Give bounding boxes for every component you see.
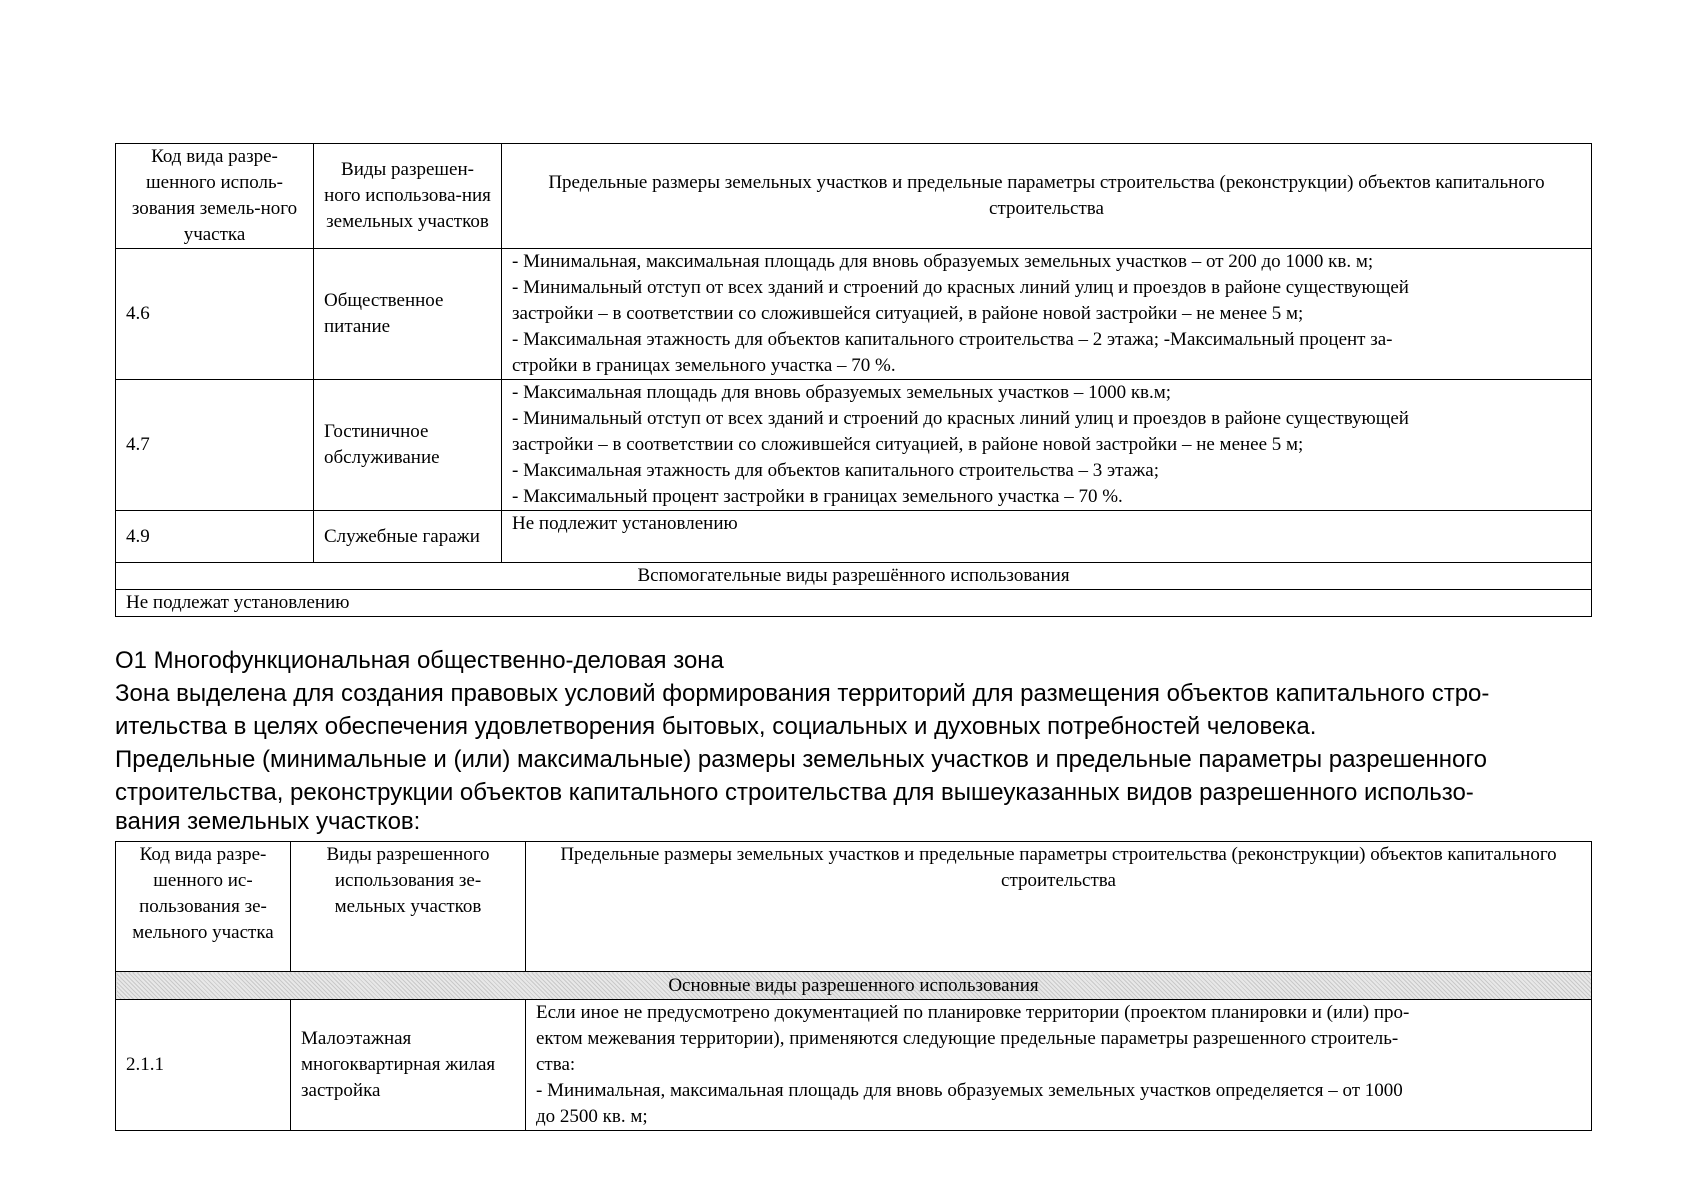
row-kind: Общественное питание (314, 249, 502, 380)
section-line: Предельные (минимальные и (или) максимальные) размеры земельных участков и предельные параметры разрешенного (115, 746, 1487, 773)
row-parameters (502, 380, 1592, 511)
zone-parameters-table (115, 143, 1592, 617)
param-line: ектом межевания территории), применяются следующие предельные параметры разрешенного строитель- (536, 1028, 1399, 1049)
row-kind: Служебные гаражи (314, 511, 502, 563)
row-parameters (502, 511, 1592, 563)
row-parameters (502, 249, 1592, 380)
aux-title-row (116, 563, 1592, 590)
aux-title: Вспомогательные виды разрешённого использования (116, 563, 1592, 590)
section-line: вания земельных участков: (115, 808, 421, 835)
zone-description (115, 644, 1595, 835)
header-parameters: Предельные размеры земельных участков и предельные параметры строительства (реконструкции) объектов капитального строительства (502, 144, 1592, 249)
main-title-row (116, 972, 1592, 1000)
aux-value: Не подлежат установлению (116, 590, 1592, 617)
param-line: стройки в границах земельного участка – 70 %. (512, 355, 896, 376)
table-row (116, 249, 1592, 380)
header-code: Код вида разре-шенного исполь-зования земель-ного участка (116, 144, 314, 249)
param-line: - Максимальная площадь для вновь образуемых земельных участков – 1000 кв.м; (512, 382, 1172, 403)
row-kind: Малоэтажная многоквартирная жилая застройка (291, 1000, 526, 1131)
table-header-row (116, 842, 1592, 972)
table-row (116, 380, 1592, 511)
param-line: - Минимальный отступ от всех зданий и строений до красных линий улиц и проездов в районе существующей (512, 277, 1409, 298)
param-line: - Минимальный отступ от всех зданий и строений до красных линий улиц и проездов в районе существующей (512, 408, 1409, 429)
param-line: ства: (536, 1054, 576, 1075)
param-line: застройки – в соответствии со сложившейся ситуацией, в районе новой застройки – не менее 5 м; (512, 303, 1304, 324)
section-line: строительства, реконструкции объектов капитального строительства для вышеуказанных видов разрешенного использо- (115, 779, 1474, 806)
param-line: Не подлежит установлению (512, 513, 738, 534)
param-line: застройки – в соответствии со сложившейся ситуацией, в районе новой застройки – не менее 5 м; (512, 434, 1304, 455)
row-code: 4.7 (116, 380, 314, 511)
section-line: ительства в целях обеспечения удовлетворения бытовых, социальных и духовных потребностей человека. (115, 713, 1317, 740)
table-row (116, 511, 1592, 563)
zone-o1-parameters-table (115, 841, 1592, 1131)
param-line: - Минимальная, максимальная площадь для вновь образуемых земельных участков – от 200 до 1000 кв. м; (512, 251, 1374, 272)
header-parameters: Предельные размеры земельных участков и предельные параметры строительства (реконструкции) объектов капитального строительства (526, 842, 1592, 972)
main-title: Основные виды разрешенного использования (116, 972, 1592, 1000)
header-kind: Виды разрешен-ного использова-ния земельных участков (314, 144, 502, 249)
header-code: Код вида разре-шенного ис-пользования зе-мельного участка (116, 842, 291, 972)
row-code: 2.1.1 (116, 1000, 291, 1131)
param-line: - Минимальная, максимальная площадь для вновь образуемых земельных участков определяется – от 1000 (536, 1080, 1403, 1101)
param-line: - Максимальный процент застройки в границах земельного участка – 70 %. (512, 486, 1123, 507)
param-line: до 2500 кв. м; (536, 1106, 648, 1127)
header-kind: Виды разрешенного использования зе-мельных участков (291, 842, 526, 972)
section-title: О1 Многофункциональная общественно-деловая зона (115, 647, 724, 674)
param-line: - Максимальная этажность для объектов капитального строительства – 3 этажа; (512, 460, 1159, 481)
row-code: 4.9 (116, 511, 314, 563)
row-parameters (526, 1000, 1592, 1131)
section-line: Зона выделена для создания правовых условий формирования территорий для размещения объектов капитального стро- (115, 680, 1490, 707)
param-line: Если иное не предусмотрено документацией по планировке территории (проектом планировки и (или) про- (536, 1002, 1410, 1023)
table-row (116, 1000, 1592, 1131)
table-header-row (116, 144, 1592, 249)
param-line: - Максимальная этажность для объектов капитального строительства – 2 этажа; -Максимальный процент за- (512, 329, 1393, 350)
row-code: 4.6 (116, 249, 314, 380)
aux-value-row (116, 590, 1592, 617)
row-kind: Гостиничное обслуживание (314, 380, 502, 511)
